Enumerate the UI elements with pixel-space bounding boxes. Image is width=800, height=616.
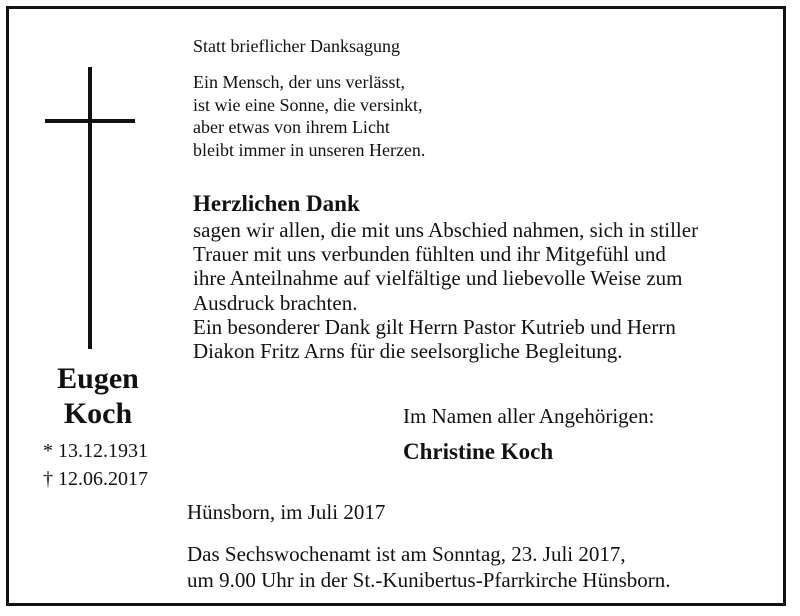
body-line: Trauer mit uns verbunden fühlten und ihr Mitgefühl und: [193, 242, 666, 267]
poem-line: ist wie eine Sonne, die versinkt,: [193, 94, 423, 115]
closing-notice: [187, 541, 671, 593]
poem-line: bleibt immer in unseren Herzen.: [193, 139, 426, 160]
place-date: Hünsborn, im Juli 2017: [187, 500, 386, 524]
thanks-body: [193, 218, 698, 363]
body-line: sagen wir allen, die mit uns Abschied nahmen, sich in stiller: [193, 218, 699, 242]
deceased-first-name: Eugen: [57, 362, 139, 395]
body-line: Ein besonderer Dank gilt Herrn Pastor Kutrieb und Herrn: [193, 314, 676, 339]
body-line: ihre Anteilnahme auf vielfältige und liebevolle Weise zum: [193, 266, 683, 291]
birth-date: * 13.12.1931: [43, 440, 148, 462]
cross-horizontal-bar: [45, 119, 135, 123]
cross-vertical-bar: [88, 67, 92, 349]
deceased-name: [33, 361, 163, 431]
obituary-card: [6, 6, 786, 606]
poem-line: Ein Mensch, der uns verlässt,: [193, 72, 405, 92]
notice-intro: Statt brieflicher Danksagung: [193, 36, 400, 56]
thanks-heading: Herzlichen Dank: [193, 191, 360, 216]
cross-icon: [45, 67, 135, 349]
body-line: Diakon Fritz Arns für die seelsorgliche Begleitung.: [193, 339, 623, 364]
signoff-label: Im Namen aller Angehörigen:: [403, 404, 655, 428]
poem: [193, 71, 425, 161]
death-date: † 12.06.2017: [43, 468, 148, 490]
closing-line: Das Sechswochenamt ist am Sonntag, 23. Juli 2017,: [187, 542, 626, 566]
signoff-name: Christine Koch: [403, 439, 554, 464]
deceased-last-name: Koch: [63, 397, 133, 430]
poem-line: aber etwas von ihrem Licht: [193, 117, 390, 137]
life-dates: [43, 437, 148, 493]
closing-line: um 9.00 Uhr in der St.-Kunibertus-Pfarrkirche Hünsborn.: [187, 568, 671, 592]
body-line: Ausdruck brachten.: [193, 290, 358, 315]
